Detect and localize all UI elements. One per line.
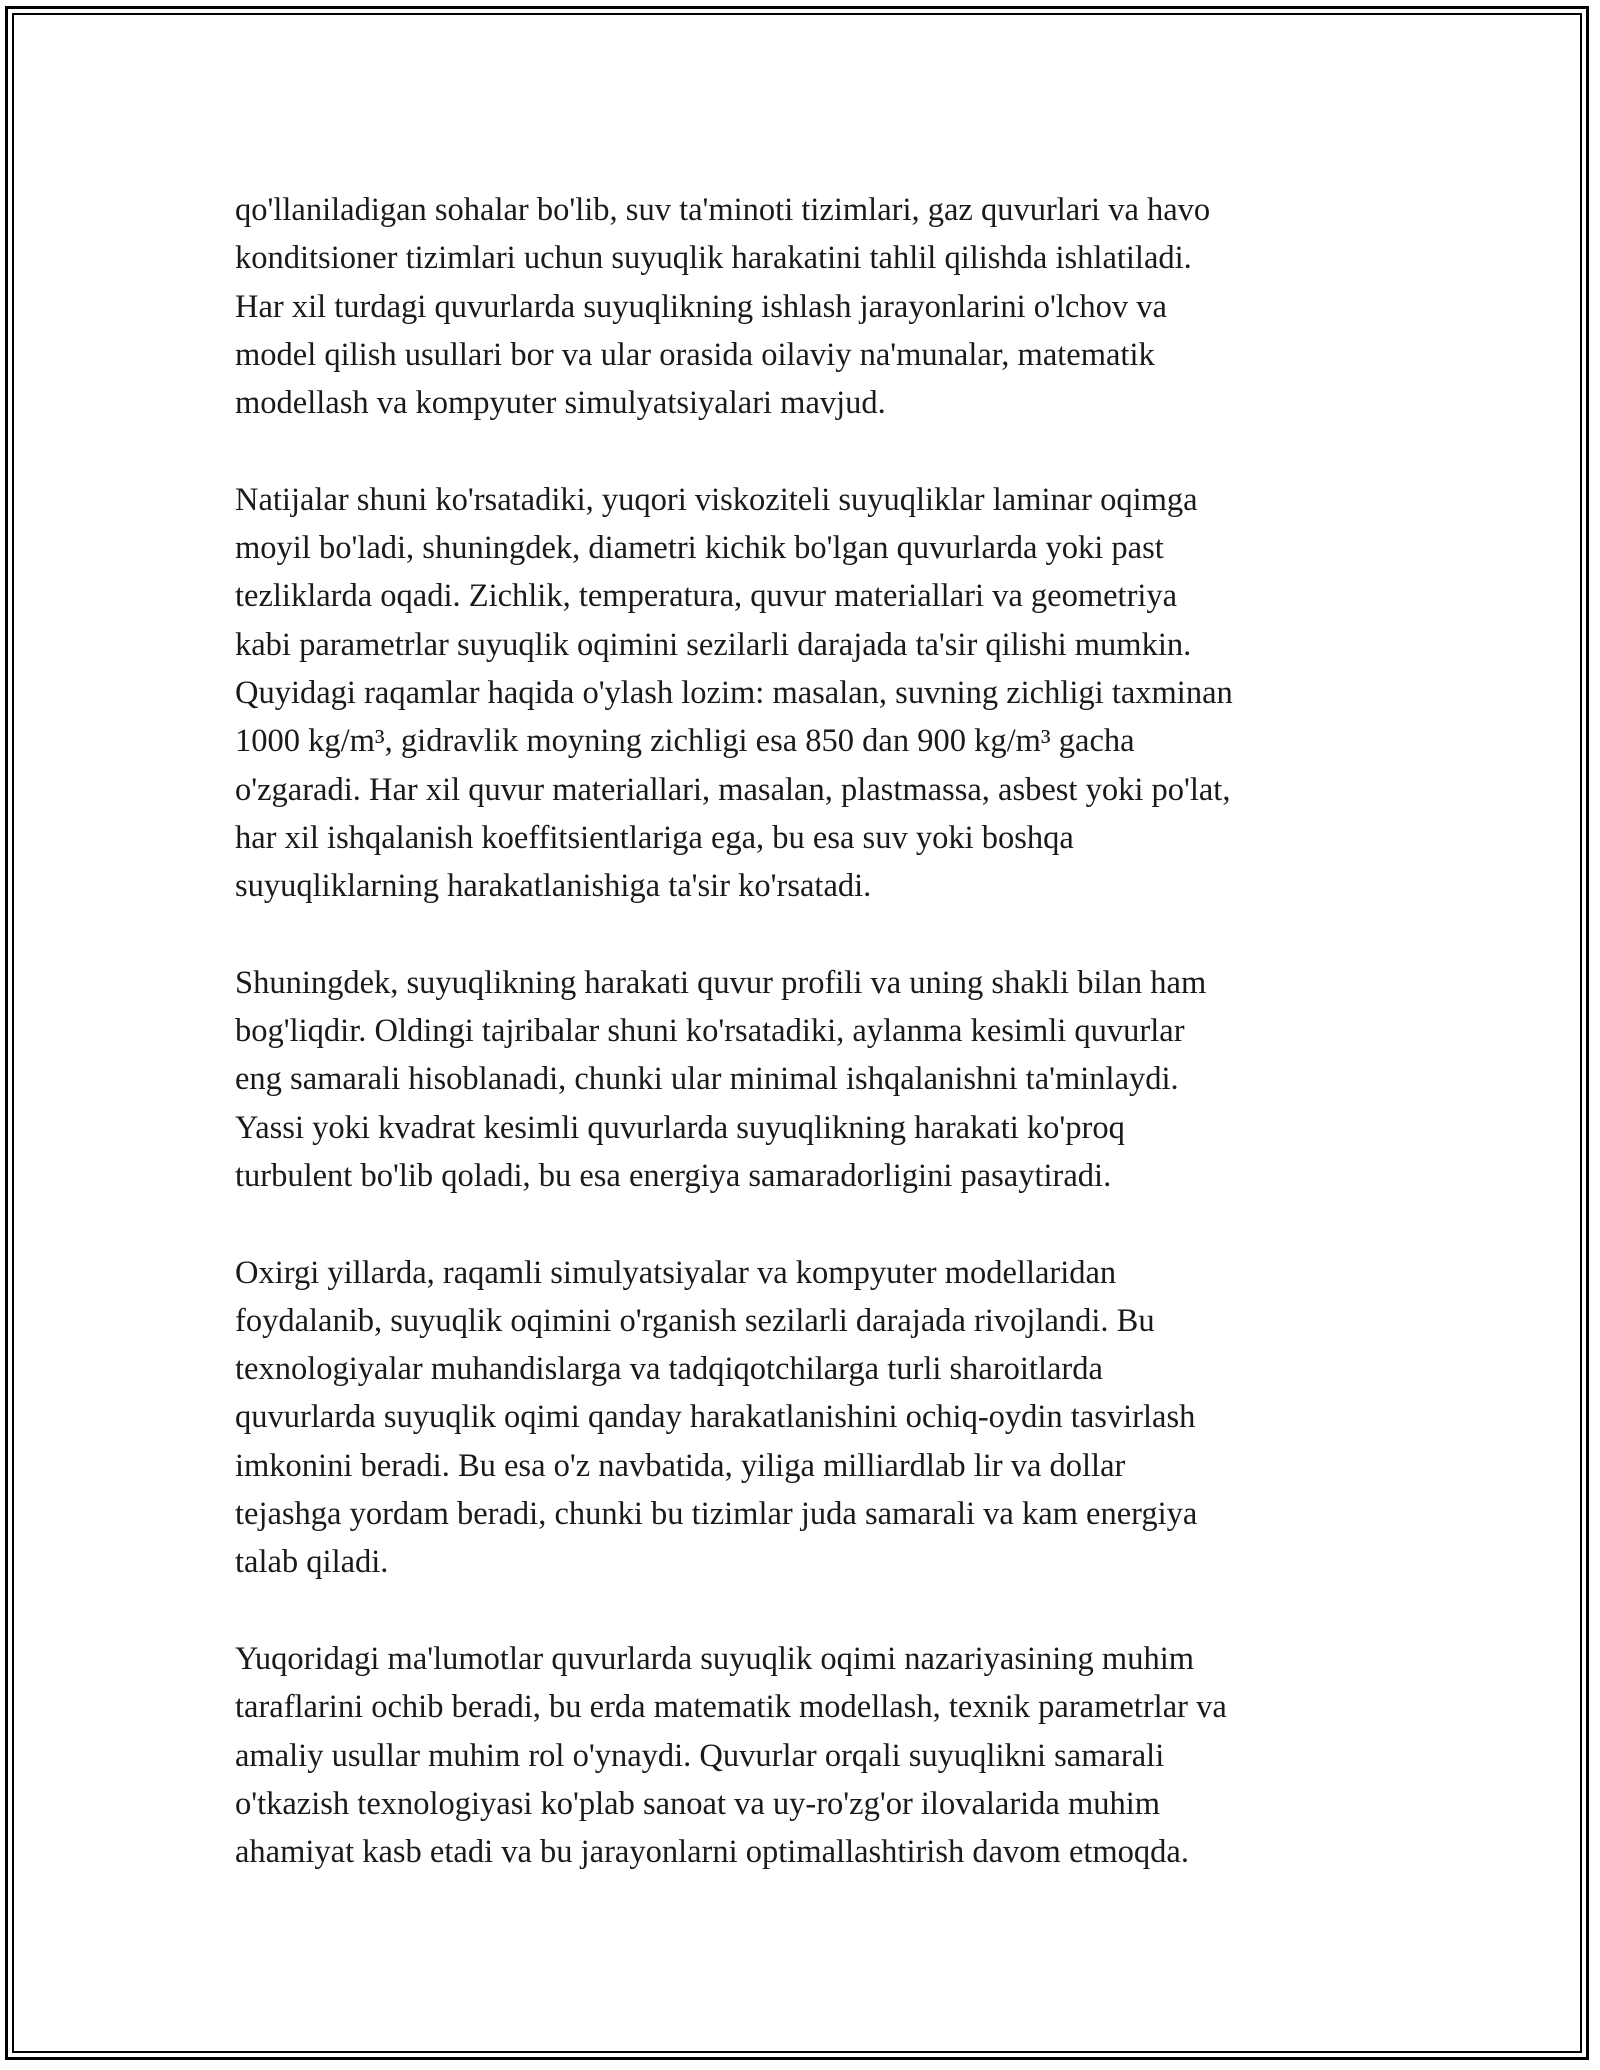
text-line: eng samarali hisoblanadi, chunki ular minimal ishqalanishni ta'minlaydi.: [235, 1061, 1179, 1098]
text-line: modellash va kompyuter simulyatsiyalari mavjud.: [235, 385, 886, 422]
text-line: tezliklarda oqadi. Zichlik, temperatura, quvur materiallari va geometriya: [235, 578, 1178, 615]
text-line: Natijalar shuni ko'rsatadiki, yuqori viskoziteli suyuqliklar laminar oqimga: [235, 481, 1198, 518]
text-line: bog'liqdir. Oldingi tajribalar shuni ko'rsatadiki, aylanma kesimli quvurlar: [235, 1013, 1185, 1050]
text-line: moyil bo'ladi, shuningdek, diametri kichik bo'lgan quvurlarda yoki past: [235, 530, 1164, 567]
text-line: quvurlarda suyuqlik oqimi qanday harakatlanishini ochiq-oydin tasvirlash: [235, 1399, 1196, 1436]
paragraph-5: [235, 1635, 1370, 1876]
text-line: konditsioner tizimlari uchun suyuqlik harakatini tahlil qilishda ishlatiladi.: [235, 240, 1192, 277]
text-line: foydalanib, suyuqlik oqimini o'rganish sezilarli darajada rivojlandi. Bu: [235, 1302, 1155, 1339]
text-line: o'zgaradi. Har xil quvur materiallari, masalan, plastmassa, asbest yoki po'lat,: [235, 771, 1231, 808]
text-line: Shuningdek, suyuqlikning harakati quvur profili va uning shakli bilan ham: [235, 964, 1207, 1001]
text-line: har xil ishqalanish koeffitsientlariga ega, bu esa suv yoki boshqa: [235, 819, 1074, 856]
text-line: Yuqoridagi ma'lumotlar quvurlarda suyuqlik oqimi nazariyasining muhim: [235, 1640, 1195, 1677]
text-line: Har xil turdagi quvurlarda suyuqlikning ishlash jarayonlarini o'lchov va: [235, 288, 1167, 325]
document-body: [235, 186, 1370, 1876]
text-line: talab qiladi.: [235, 1544, 389, 1581]
paragraph-4: [235, 1249, 1370, 1587]
text-line: texnologiyalar muhandislarga va tadqiqotchilarga turli sharoitlarda: [235, 1351, 1103, 1388]
text-line: imkonini beradi. Bu esa o'z navbatida, yiliga milliardlab lir va dollar: [235, 1447, 1126, 1484]
text-line: Quyidagi raqamlar haqida o'ylash lozim: masalan, suvning zichligi taxminan: [235, 674, 1233, 711]
text-line: kabi parametrlar suyuqlik oqimini sezilarli darajada ta'sir qilishi mumkin.: [235, 626, 1192, 663]
text-line: model qilish usullari bor va ular orasida oilaviy na'munalar, matematik: [235, 336, 1155, 373]
text-line: 1000 kg/m³, gidravlik moyning zichligi esa 850 dan 900 kg/m³ gacha: [235, 723, 1135, 760]
text-line: suyuqliklarning harakatlanishiga ta'sir ko'rsatadi.: [235, 868, 872, 905]
text-line: Oxirgi yillarda, raqamli simulyatsiyalar va kompyuter modellaridan: [235, 1254, 1117, 1291]
paragraph-1: [235, 186, 1370, 427]
text-line: amaliy usullar muhim rol o'ynaydi. Quvurlar orqali suyuqlikni samarali: [235, 1737, 1165, 1774]
text-line: ahamiyat kasb etadi va bu jarayonlarni optimallashtirish davom etmoqda.: [235, 1834, 1189, 1871]
text-line: turbulent bo'lib qoladi, bu esa energiya samaradorligini pasaytiradi.: [235, 1157, 1112, 1194]
paragraph-2: [235, 476, 1370, 911]
text-line: tejashga yordam beradi, chunki bu tizimlar juda samarali va kam energiya: [235, 1496, 1198, 1533]
text-line: o'tkazish texnologiyasi ko'plab sanoat va uy-ro'zg'or ilovalarida muhim: [235, 1785, 1161, 1822]
text-line: Yassi yoki kvadrat kesimli quvurlarda suyuqlikning harakati ko'proq: [235, 1109, 1125, 1146]
paragraph-3: [235, 959, 1370, 1200]
text-line: taraflarini ochib beradi, bu erda matematik modellash, texnik parametrlar va: [235, 1689, 1227, 1726]
text-line: qo'llaniladigan sohalar bo'lib, suv ta'minoti tizimlari, gaz quvurlari va havo: [235, 192, 1211, 228]
